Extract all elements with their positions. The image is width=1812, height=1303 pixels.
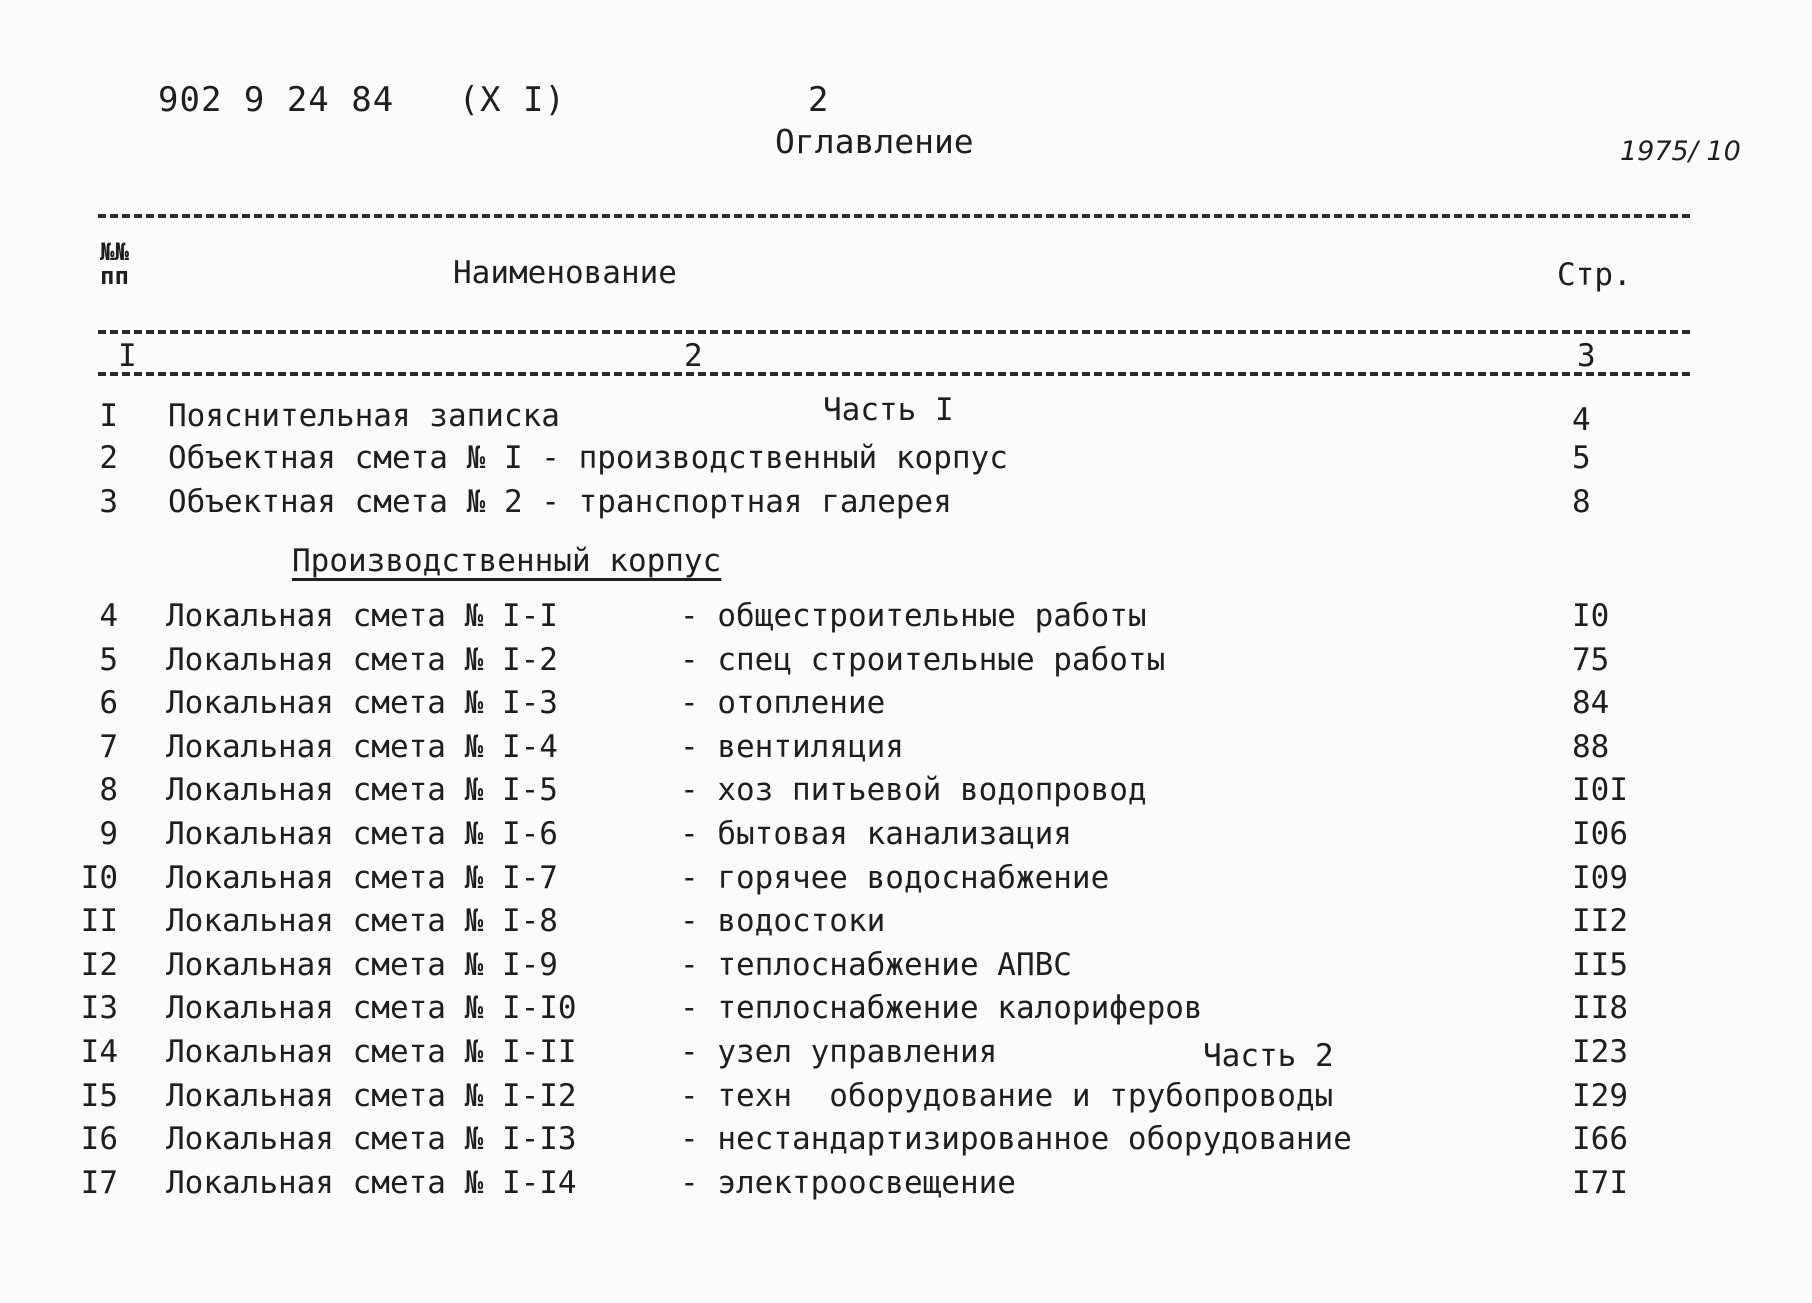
item-name: Локальная смета № I-II (166, 1034, 577, 1070)
item-name: Локальная смета № I-8 (166, 903, 558, 939)
item-name: Локальная смета № I-7 (166, 860, 558, 896)
item-description: - бытовая канализация (680, 816, 1072, 852)
item-name: Объектная смета № 2 - транспортная галерея (168, 484, 952, 520)
item-name: Локальная смета № I-3 (166, 685, 558, 721)
item-number: I7 (80, 1165, 118, 1201)
section-title: Производственный корпус (292, 543, 722, 579)
item-name: Локальная смета № I-I2 (166, 1078, 577, 1114)
list-item (0, 642, 1812, 684)
item-name: Локальная смета № I-5 (166, 772, 558, 808)
item-name: Объектная смета № I - производственный корпус (168, 440, 1008, 476)
item-description: - нестандартизированное оборудование (680, 1121, 1352, 1157)
item-number: I4 (80, 1034, 118, 1070)
item-number: I5 (80, 1078, 118, 1114)
item-description: - теплоснабжение АПВС (680, 947, 1072, 983)
item-page: 5 (1572, 440, 1591, 476)
item-description: - хоз питьевой водопровод (680, 772, 1147, 808)
item-number: I2 (80, 947, 118, 983)
item-page: 75 (1572, 642, 1610, 678)
header-page-column: Стр. (1557, 257, 1632, 293)
column-number-3: 3 (1577, 338, 1596, 374)
item-description: - отопление (680, 685, 886, 721)
item-number: I3 (80, 990, 118, 1026)
item-name: Пояснительная записка (168, 398, 560, 434)
item-number: II (80, 903, 118, 939)
item-name: Локальная смета № I-I3 (166, 1121, 577, 1157)
item-name: Локальная смета № I-4 (166, 729, 558, 765)
item-description: - узел управления (680, 1034, 998, 1070)
page-number: 2 (808, 80, 829, 120)
list-item (0, 484, 1812, 526)
item-number: 6 (99, 685, 118, 721)
item-page: I0I (1572, 772, 1628, 808)
dashed-rule-header (98, 330, 1690, 334)
list-item (0, 398, 1812, 440)
item-name: Локальная смета № I-2 (166, 642, 558, 678)
list-item (0, 729, 1812, 771)
item-page: I7I (1572, 1165, 1628, 1201)
item-description: - водостоки (680, 903, 886, 939)
dashed-rule-columns (98, 372, 1690, 376)
item-description: - техн оборудование и трубопроводы (680, 1078, 1334, 1114)
item-name: Локальная смета № I-I0 (166, 990, 577, 1026)
item-number: 5 (99, 642, 118, 678)
header-number-column: №№ пп (100, 238, 129, 290)
item-number: I (99, 398, 118, 434)
item-page: 88 (1572, 729, 1610, 765)
item-description: - спец строительные работы (680, 642, 1166, 678)
item-name: Локальная смета № I-6 (166, 816, 558, 852)
item-page: II8 (1572, 990, 1628, 1026)
item-page: II5 (1572, 947, 1628, 983)
list-item (0, 860, 1812, 902)
item-page: I66 (1572, 1121, 1628, 1157)
list-item (0, 772, 1812, 814)
list-item (0, 685, 1812, 727)
item-name: Локальная смета № I-9 (166, 947, 558, 983)
item-description: - вентиляция (680, 729, 904, 765)
item-page: I23 (1572, 1034, 1628, 1070)
item-number: 2 (99, 440, 118, 476)
list-item (0, 1165, 1812, 1207)
item-page: 8 (1572, 484, 1591, 520)
dashed-rule-top (98, 214, 1690, 218)
list-item (0, 1078, 1812, 1120)
item-description: - горячее водоснабжение (680, 860, 1110, 896)
list-item (0, 903, 1812, 945)
item-number: 8 (99, 772, 118, 808)
item-name: Локальная смета № I-I (166, 598, 558, 634)
part-label-2: Часть 2 (1203, 1038, 1334, 1074)
column-number-2: 2 (684, 338, 703, 374)
item-page: II2 (1572, 903, 1628, 939)
item-number: 4 (99, 598, 118, 634)
column-number-1: I (118, 338, 137, 374)
list-item (0, 990, 1812, 1032)
list-item (0, 816, 1812, 858)
item-number: 7 (99, 729, 118, 765)
list-item (0, 1034, 1812, 1076)
item-page: I0 (1572, 598, 1610, 634)
part-label-1: Часть I (823, 392, 954, 428)
list-item (0, 440, 1812, 482)
list-item (0, 598, 1812, 640)
list-item (0, 1121, 1812, 1163)
item-description: - теплоснабжение калориферов (680, 990, 1203, 1026)
item-number: I6 (80, 1121, 118, 1157)
list-item (0, 947, 1812, 989)
item-number: 3 (99, 484, 118, 520)
header-name-column: Наименование (453, 255, 677, 291)
item-number: I0 (80, 860, 118, 896)
item-description: - электроосвещение (680, 1165, 1016, 1201)
item-description: - общестроительные работы (680, 598, 1147, 634)
item-page: I29 (1572, 1078, 1628, 1114)
item-number: 9 (99, 816, 118, 852)
handwritten-stamp: 1975/ 10 (1620, 136, 1741, 167)
item-page: I06 (1572, 816, 1628, 852)
page-title: Оглавление (775, 122, 974, 161)
item-page: 84 (1572, 685, 1610, 721)
document-code: 902 9 24 84 (X I) (158, 80, 566, 120)
item-name: Локальная смета № I-I4 (166, 1165, 577, 1201)
item-page: I09 (1572, 860, 1628, 896)
item-page: 4 (1572, 402, 1591, 438)
